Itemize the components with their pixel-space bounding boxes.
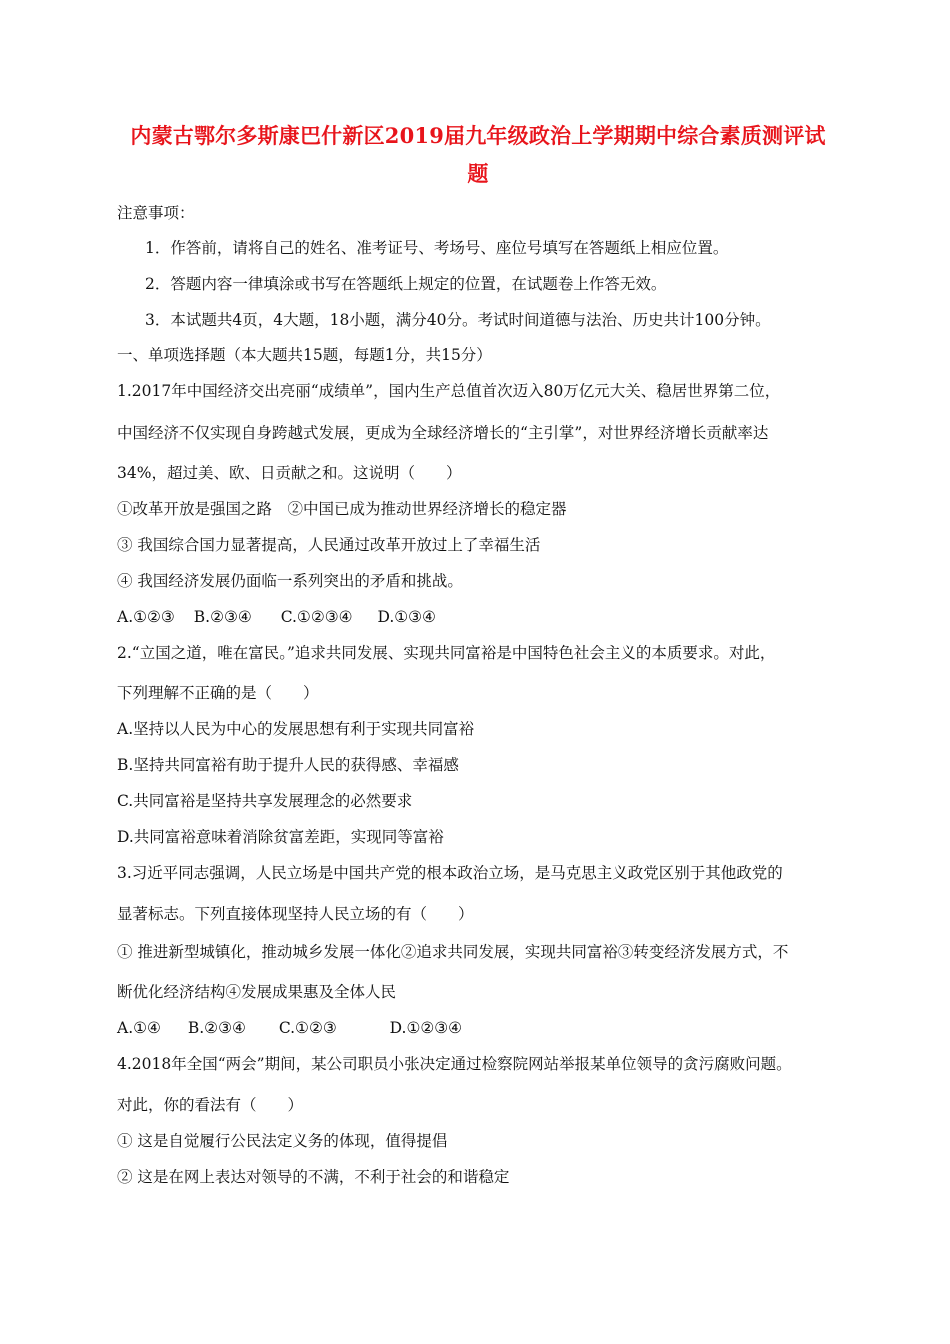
q4-statement: ② 这是在网上表达对领导的不满，不利于社会的和谐稳定 bbox=[117, 1168, 510, 1186]
q3-stem-line: 断优化经济结构④发展成果惠及全体人民 bbox=[117, 983, 397, 1001]
q1-stem-line: 34%，超过美、欧、日贡献之和。这说明（ ） bbox=[117, 464, 462, 482]
notice-item-3: 3．本试题共4页，4大题，18小题，满分40分。考试时间道德与法治、历史共计100分钟。 bbox=[145, 311, 771, 329]
q2-option: B.坚持共同富裕有助于提升人民的获得感、幸福感 bbox=[117, 756, 459, 774]
q2-option: D.共同富裕意味着消除贫富差距，实现同等富裕 bbox=[117, 828, 444, 846]
section-heading: 一、单项选择题（本大题共15题，每题1分，共15分） bbox=[117, 346, 492, 364]
q1-statement: ④ 我国经济发展仍面临一系列突出的矛盾和挑战。 bbox=[117, 572, 463, 590]
q1-option-d: D.①③④ bbox=[377, 608, 436, 626]
notice-item-1: 1．作答前，请将自己的姓名、准考证号、考场号、座位号填写在答题纸上相应位置。 bbox=[145, 239, 729, 257]
q3-options bbox=[117, 1018, 462, 1038]
q3-option-a: A.①④ bbox=[117, 1019, 161, 1037]
q2-stem-line: 2.“立国之道，唯在富民。”追求共同发展、实现共同富裕是中国特色社会主义的本质要求。对此， bbox=[117, 644, 776, 662]
notice-item-2: 2．答题内容一律填涂或书写在答题纸上规定的位置，在试题卷上作答无效。 bbox=[145, 275, 667, 293]
q1-option-c: C.①②③④ bbox=[280, 608, 353, 626]
q1-options bbox=[117, 607, 436, 627]
q3-option-d: D.①②③④ bbox=[389, 1019, 463, 1037]
q3-stem-line: ① 推进新型城镇化，推动城乡发展一体化②追求共同发展，实现共同富裕③转变经济发展方式，不 bbox=[117, 943, 789, 961]
exam-title-line1: 内蒙古鄂尔多斯康巴什新区2019届九年级政治上学期期中综合素质测评试 bbox=[130, 123, 826, 148]
q2-option: A.坚持以人民为中心的发展思想有利于实现共同富裕 bbox=[117, 720, 475, 738]
q4-statement: ① 这是自觉履行公民法定义务的体现，值得提倡 bbox=[117, 1132, 448, 1150]
q3-option-b: B.②③④ bbox=[187, 1019, 246, 1037]
q3-option-c: C.①②③ bbox=[278, 1019, 337, 1037]
q4-stem-line: 4.2018年全国“两会”期间，某公司职员小张决定通过检察院网站举报某单位领导的贪污腐败问题。 bbox=[117, 1055, 792, 1073]
q1-option-b: B.②③④ bbox=[193, 608, 252, 626]
q2-stem-line: 下列理解不正确的是（ ） bbox=[117, 684, 319, 702]
q1-stem-line: 1.2017年中国经济交出亮丽“成绩单”，国内生产总值首次迈入80万亿元大关、稳居世界第二位， bbox=[117, 382, 781, 400]
q1-option-a: A.①②③ bbox=[117, 608, 175, 626]
q2-option: C.共同富裕是坚持共享发展理念的必然要求 bbox=[117, 792, 413, 810]
q1-statement: ①改革开放是强国之路 ②中国已成为推动世界经济增长的稳定器 bbox=[117, 500, 567, 518]
q3-stem-line: 显著标志。下列直接体现坚持人民立场的有（ ） bbox=[117, 905, 474, 923]
q1-statement: ③ 我国综合国力显著提高，人民通过改革开放过上了幸福生活 bbox=[117, 536, 541, 554]
q4-stem-line: 对此，你的看法有（ ） bbox=[117, 1096, 304, 1114]
q3-stem-line: 3.习近平同志强调，人民立场是中国共产党的根本政治立场，是马克思主义政党区别于其他政党的 bbox=[117, 864, 783, 882]
q1-stem-line: 中国经济不仅实现自身跨越式发展，更成为全球经济增长的“主引掌”，对世界经济增长贡献率达 bbox=[117, 424, 769, 442]
notice-heading: 注意事项： bbox=[117, 204, 195, 222]
exam-title-line2: 题 bbox=[467, 161, 489, 186]
